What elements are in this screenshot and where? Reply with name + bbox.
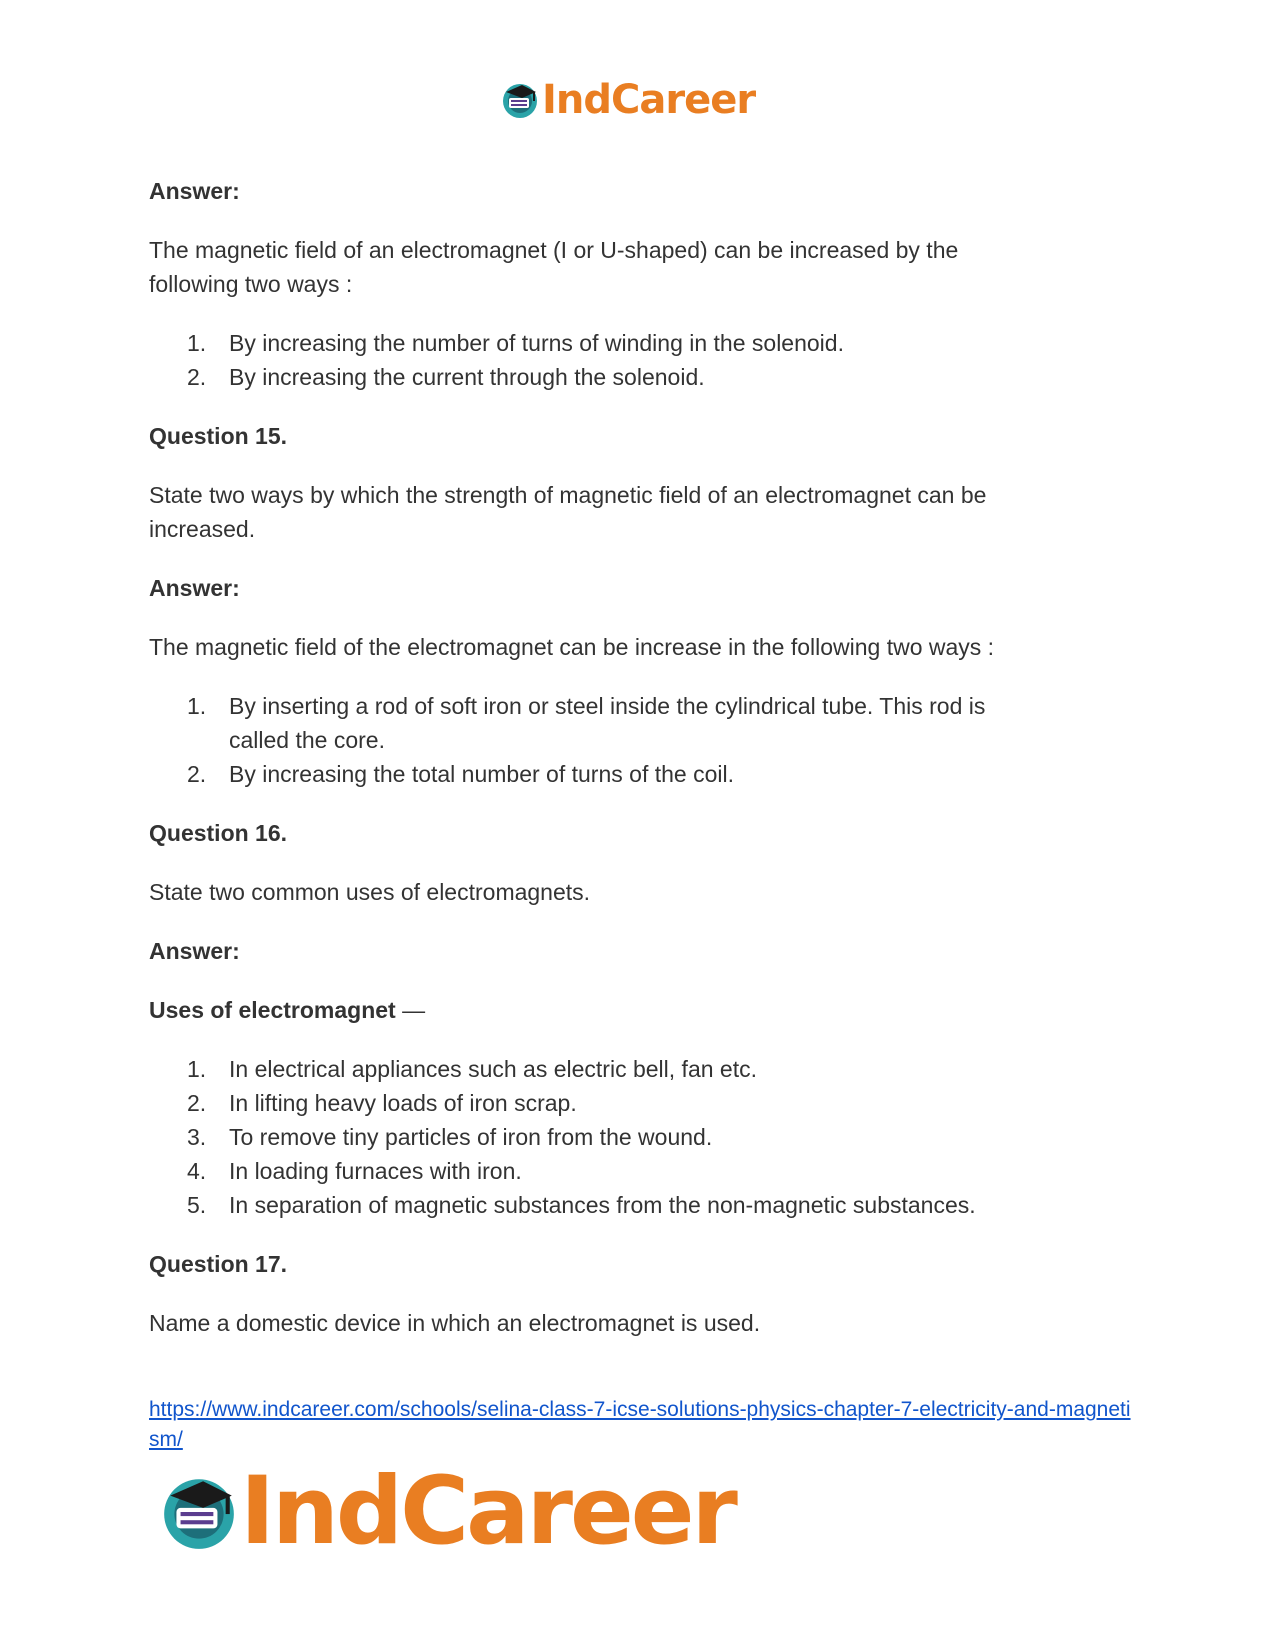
answer-label: Answer: (149, 575, 240, 601)
header-logo (500, 76, 755, 124)
list-item: 2. By increasing the total number of turns of the coil. (187, 761, 734, 787)
uses-heading-dash: — (395, 997, 426, 1023)
answer-list (149, 326, 1129, 394)
answer-label: Answer: (149, 178, 240, 204)
footer-logo (158, 1457, 735, 1566)
source-link[interactable]: https://www.indcareer.com/schools/selina-class-7-icse-solutions-physics-chapter-7-electricity-and-magnetism/ (149, 1398, 1131, 1451)
uses-heading (149, 993, 1129, 1027)
uses-list (149, 1052, 1129, 1222)
question-label: Question 16. (149, 820, 288, 846)
list-item: 1. By increasing the number of turns of winding in the solenoid. (187, 330, 844, 356)
question-label: Question 15. (149, 423, 288, 449)
list-item: 4. In loading furnaces with iron. (187, 1158, 522, 1184)
answer-text: The magnetic field of an electromagnet (I or U-shaped) can be increased by the following two ways : (149, 237, 959, 297)
logo-text: IndCareer (542, 77, 756, 123)
question-text: Name a domestic device in which an electromagnet is used. (149, 1310, 761, 1336)
answer-label: Answer: (149, 938, 240, 964)
graduation-globe-icon (158, 1471, 240, 1553)
question-text: State two common uses of electromagnets. (149, 879, 591, 905)
answer-list (149, 689, 1129, 791)
list-item: 1. In electrical appliances such as electric bell, fan etc. (187, 1056, 757, 1082)
graduation-globe-icon (500, 80, 540, 120)
question-text: State two ways by which the strength of magnetic field of an electromagnet can be increased. (149, 482, 987, 542)
list-item: 3. To remove tiny particles of iron from the wound. (187, 1124, 713, 1150)
list-item: 2. By increasing the current through the solenoid. (187, 364, 705, 390)
uses-heading-text: Uses of electromagnet (149, 997, 396, 1023)
logo-text: IndCareer (240, 1457, 735, 1566)
list-item: 5. In separation of magnetic substances from the non-magnetic substances. (187, 1192, 976, 1218)
list-item: 2. In lifting heavy loads of iron scrap. (187, 1090, 577, 1116)
document-body (149, 174, 1129, 1365)
question-label: Question 17. (149, 1251, 288, 1277)
answer-text: The magnetic field of the electromagnet can be increase in the following two ways : (149, 634, 995, 660)
list-item: 1. By inserting a rod of soft iron or steel inside the cylindrical tube. This rod is called the core. (187, 693, 986, 753)
